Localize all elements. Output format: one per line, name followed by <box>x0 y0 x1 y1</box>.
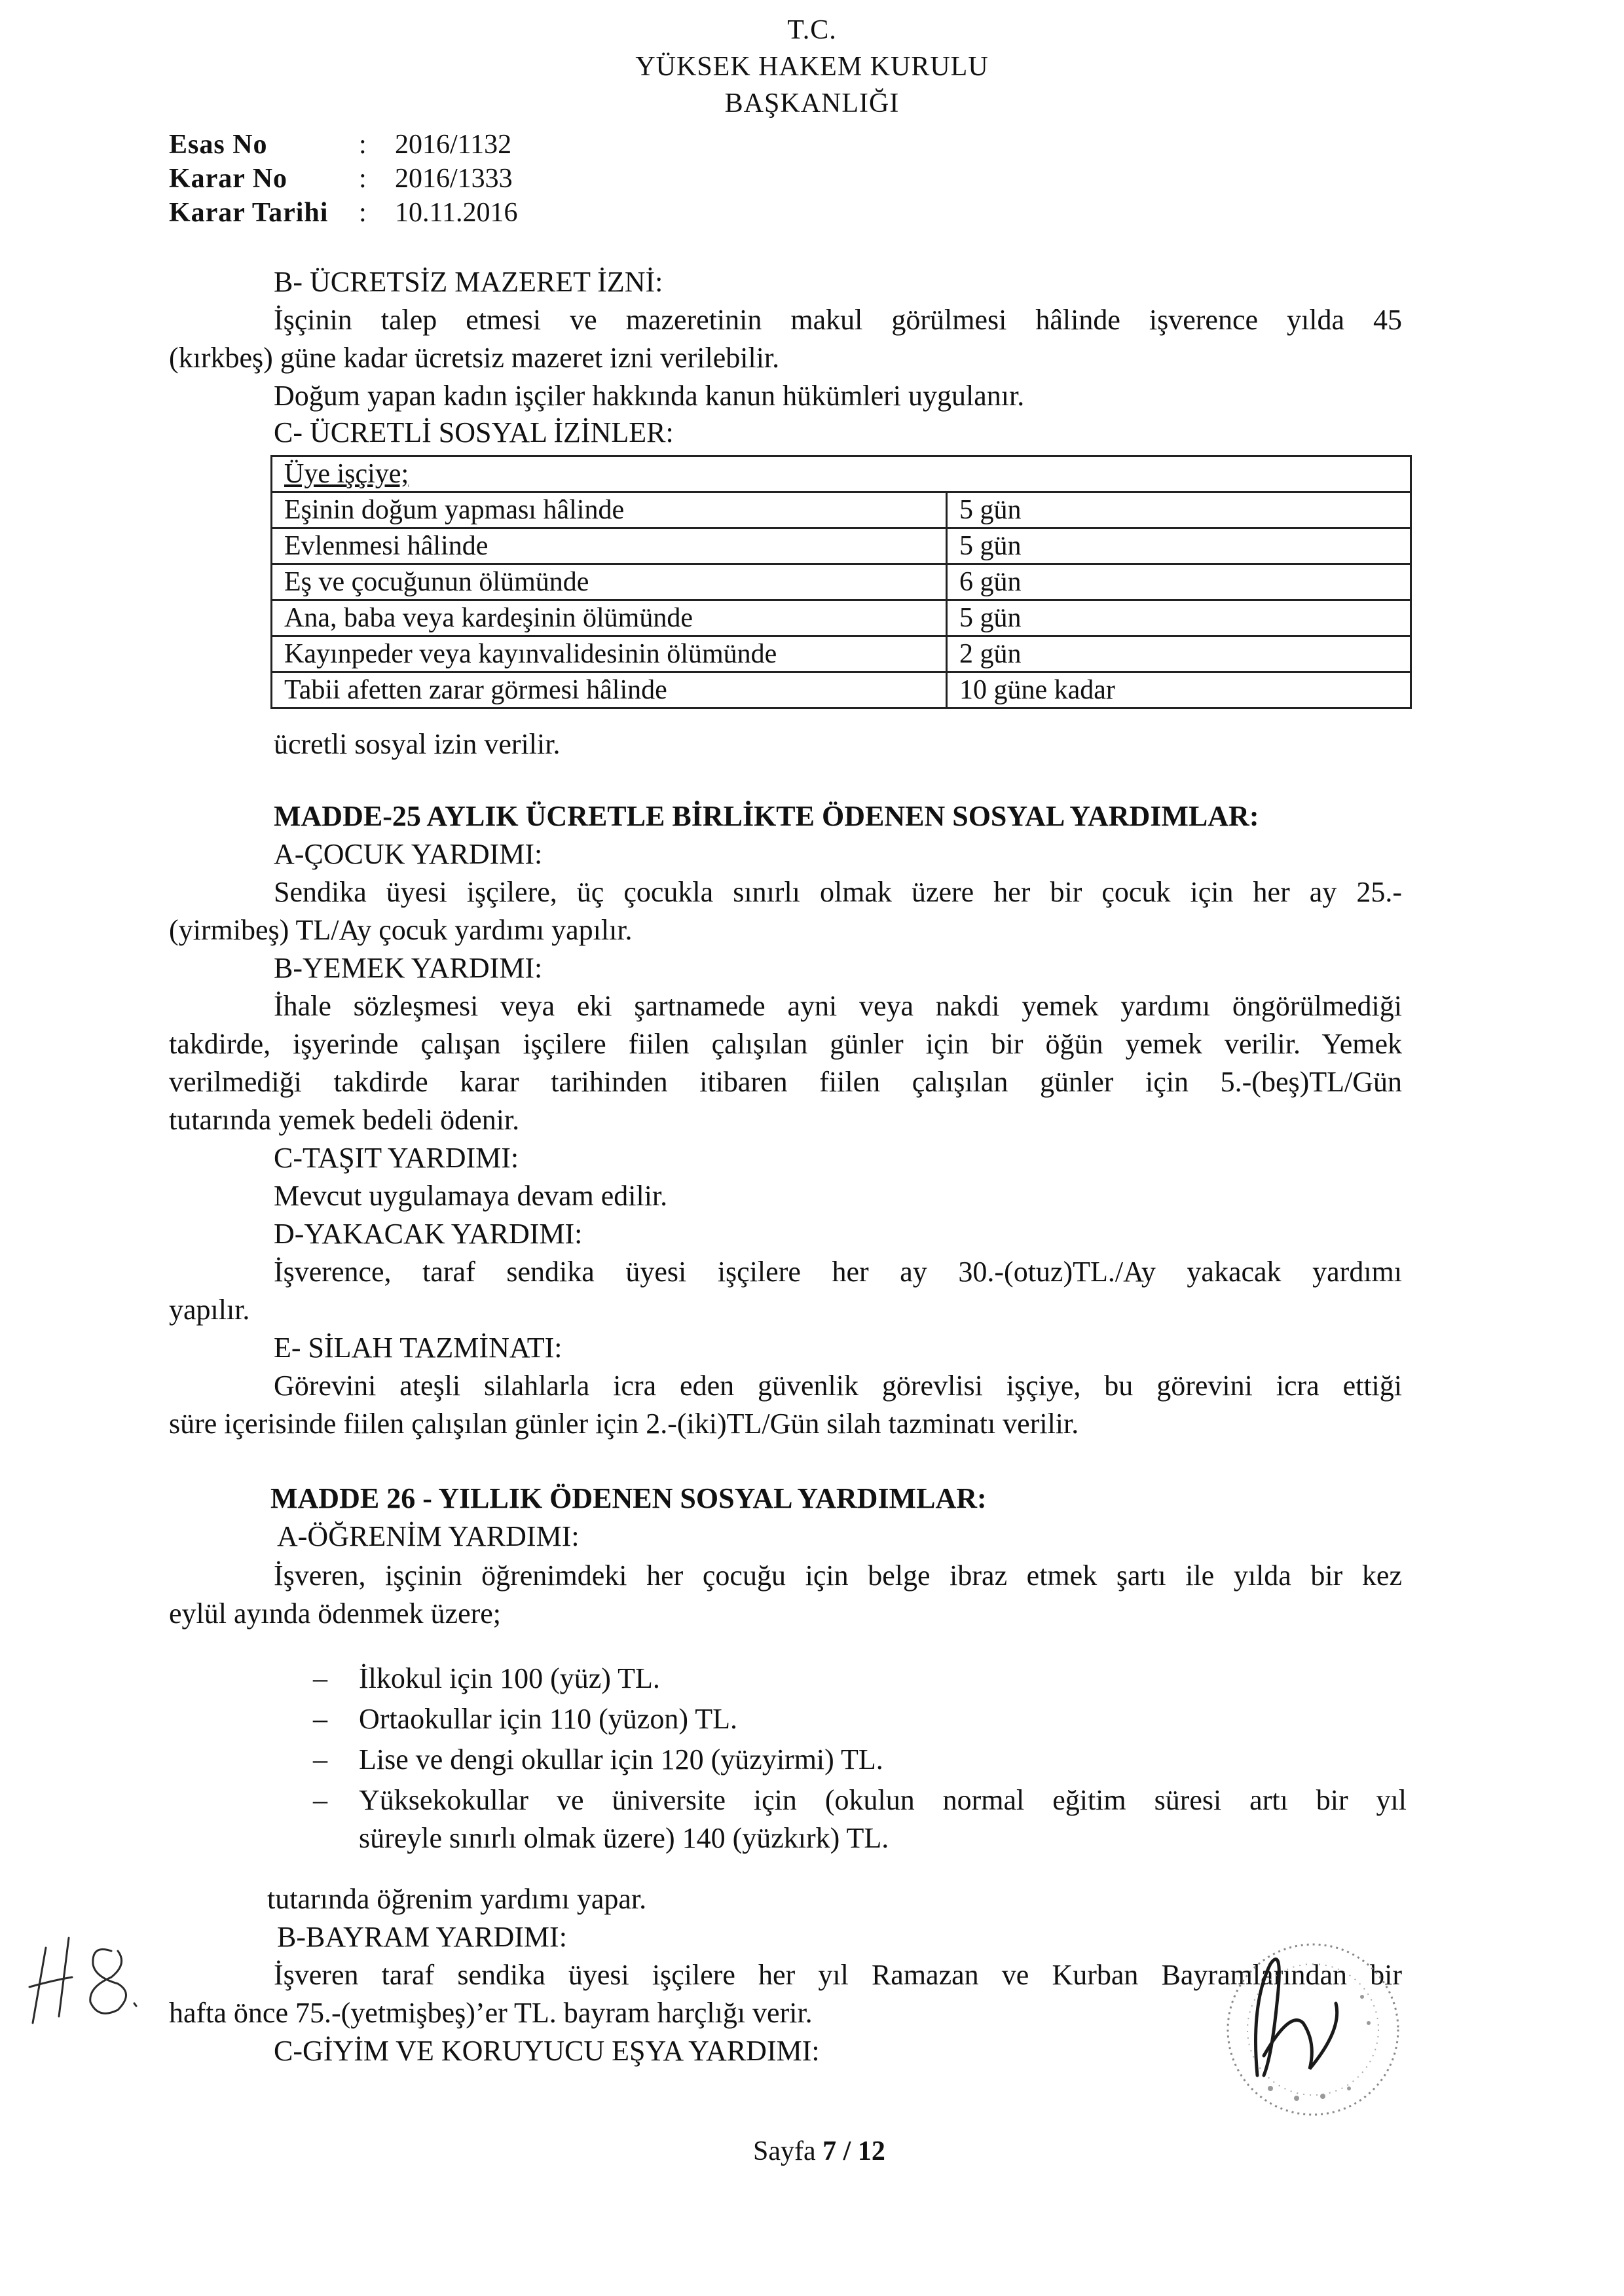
bullet-dash: – <box>313 1784 327 1816</box>
table-row <box>272 600 1411 636</box>
list-item-text: Ortaokullar için 110 (yüzon) TL. <box>359 1703 737 1735</box>
table-cell-days: 2 gün <box>947 636 1411 672</box>
section-title: B-BAYRAM YARDIMI: <box>277 1921 567 1953</box>
paragraph-line: İşverence, taraf sendika üyesi işçilere her ay 30.-(otuz)TL./Ay yakacak yardımı <box>274 1256 1402 1288</box>
table-row <box>272 528 1411 564</box>
table-cell-days: 5 gün <box>947 600 1411 636</box>
list-item <box>313 1741 1413 1779</box>
list-item <box>313 1700 1413 1738</box>
table-row <box>272 636 1411 672</box>
article-title: MADDE 26 - YILLIK ÖDENEN SOSYAL YARDIMLAR: <box>270 1482 987 1514</box>
paragraph-line: (yirmibeş) TL/Ay çocuk yardımı yapılır. <box>169 914 633 946</box>
list-item-line: Yüksekokullar ve üniversite için (okulun normal eğitim süresi artı bir yıl <box>359 1784 1407 1816</box>
paragraph-line: Sendika üyesi işçilere, üç çocukla sınırlı olmak üzere her bir çocuk için her ay 25.- <box>274 876 1402 908</box>
table-cell-event: Evlenmesi hâlinde <box>272 528 947 564</box>
table-cell-days: 6 gün <box>947 564 1411 600</box>
table-row <box>272 492 1411 528</box>
meta-row-esas <box>169 128 627 162</box>
section-title: C- ÜCRETLİ SOSYAL İZİNLER: <box>274 416 674 448</box>
section-title: B-YEMEK YARDIMI: <box>274 952 543 984</box>
page-current: 7 <box>822 2136 837 2166</box>
paragraph-line: verilmediği takdirde karar tarihinden itibaren fiilen çalışılan günler için 5.-(beş)TL/Gün <box>169 1066 1402 1098</box>
meta-label: Karar No <box>169 164 288 194</box>
paragraph-line: İşveren, işçinin öğrenimdeki her çocuğu için belge ibraz etmek şartı ile yılda bir kez <box>274 1559 1402 1592</box>
table-cell-event: Eş ve çocuğunun ölümünde <box>272 564 947 600</box>
paragraph-line: hafta önce 75.-(yetmişbeş)’er TL. bayram harçlığı verir. <box>169 1997 813 2029</box>
bullet-dash: – <box>313 1743 327 1776</box>
bullet-dash: – <box>313 1662 327 1694</box>
paragraph-line: İhale sözleşmesi veya eki şartnamede ayni veya nakdi yemek yardımı öngörülmediği <box>274 990 1402 1022</box>
paragraph-line: (kırkbeş) güne kadar ücretsiz mazeret izni verilebilir. <box>169 342 780 374</box>
meta-value: 10.11.2016 <box>395 198 518 228</box>
article-title: MADDE-25 AYLIK ÜCRETLE BİRLİKTE ÖDENEN SOSYAL YARDIMLAR: <box>274 800 1259 832</box>
meta-sep: : <box>359 198 367 228</box>
list-item-text <box>359 1781 1407 1857</box>
section-title: B- ÜCRETSİZ MAZERET İZNİ: <box>274 266 663 298</box>
table-row <box>272 672 1411 708</box>
table-footer-text: ücretli sosyal izin verilir. <box>274 728 561 760</box>
table-cell-event: Ana, baba veya kardeşinin ölümünde <box>272 600 947 636</box>
page-sep: / <box>836 2136 858 2166</box>
paragraph-line: Görevini ateşli silahlarla icra eden güvenlik görevlisi işçiye, bu görevini icra ettiği <box>274 1370 1402 1402</box>
meta-label: Karar Tarihi <box>169 198 329 228</box>
paragraph-line: tutarında yemek bedeli ödenir. <box>169 1104 520 1136</box>
meta-sep: : <box>359 164 367 194</box>
handwritten-mark <box>20 1925 151 2036</box>
leave-table <box>270 455 1412 709</box>
bullet-dash: – <box>313 1703 327 1735</box>
paragraph-line: tutarında öğrenim yardımı yapar. <box>267 1883 647 1915</box>
seal-stamp-with-signature <box>1211 1925 1414 2128</box>
list-item <box>313 1660 1413 1698</box>
paragraph-line: yapılır. <box>169 1294 250 1326</box>
list-item <box>313 1781 1413 1857</box>
meta-sep: : <box>359 130 367 160</box>
meta-row-karar <box>169 162 627 196</box>
section-title: C-GİYİM VE KORUYUCU EŞYA YARDIMI: <box>274 2035 820 2067</box>
list-item-line: süreyle sınırlı olmak üzere) 140 (yüzkırk) TL. <box>359 1822 889 1854</box>
table-cell-days: 10 güne kadar <box>947 672 1411 708</box>
page-number-prefix: Sayfa <box>753 2136 823 2166</box>
list-item-text: İlkokul için 100 (yüz) TL. <box>359 1662 660 1694</box>
table-cell-event: Tabii afetten zarar görmesi hâlinde <box>272 672 947 708</box>
header-institution: YÜKSEK HAKEM KURULU <box>635 52 989 82</box>
paragraph-line: süre içerisinde fiilen çalışılan günler için 2.-(iki)TL/Gün silah tazminatı verilir. <box>169 1408 1079 1440</box>
paragraph-line: İşçinin talep etmesi ve mazeretinin makul görülmesi hâlinde işverence yılda 45 <box>274 304 1402 336</box>
section-title: A-ÇOCUK YARDIMI: <box>274 838 543 870</box>
page-number <box>753 2136 885 2167</box>
table-cell-days: 5 gün <box>947 528 1411 564</box>
paragraph-line: eylül ayında ödenmek üzere; <box>169 1597 502 1630</box>
section-title: D-YAKACAK YARDIMI: <box>274 1218 583 1250</box>
meta-value: 2016/1333 <box>395 164 513 194</box>
paragraph-line: İşveren taraf sendika üyesi işçilere her yıl Ramazan ve Kurban Bayramlarından bir <box>274 1959 1402 1991</box>
section-title: E- SİLAH TAZMİNATI: <box>274 1332 563 1364</box>
table-header-row <box>272 456 1411 492</box>
paragraph-line: takdirde, işyerinde çalışan işçilere fiilen çalışılan günler için bir öğün yemek verilir. Yemek <box>169 1028 1402 1060</box>
table-cell-days: 5 gün <box>947 492 1411 528</box>
paragraph-line: Doğum yapan kadın işçiler hakkında kanun hükümleri uygulanır. <box>274 380 1025 412</box>
case-meta <box>169 128 627 230</box>
page-total: 12 <box>857 2136 885 2166</box>
table-row <box>272 564 1411 600</box>
list-item-text: Lise ve dengi okullar için 120 (yüzyirmi) TL. <box>359 1743 883 1776</box>
table-header-cell: Üye işçiye; <box>272 456 1411 492</box>
meta-value: 2016/1132 <box>395 130 512 160</box>
bullet-list <box>313 1660 1413 1857</box>
section-title: C-TAŞIT YARDIMI: <box>274 1142 519 1174</box>
table-cell-event: Kayınpeder veya kayınvalidesinin ölümünde <box>272 636 947 672</box>
table-cell-event: Eşinin doğum yapması hâlinde <box>272 492 947 528</box>
meta-label: Esas No <box>169 130 268 160</box>
header-presidency: BAŞKANLIĞI <box>724 88 900 118</box>
paragraph-line: Mevcut uygulamaya devam edilir. <box>274 1180 668 1212</box>
section-title: A-ÖĞRENİM YARDIMI: <box>277 1520 580 1552</box>
header-tc: T.C. <box>787 15 837 45</box>
meta-row-tarih <box>169 196 627 230</box>
